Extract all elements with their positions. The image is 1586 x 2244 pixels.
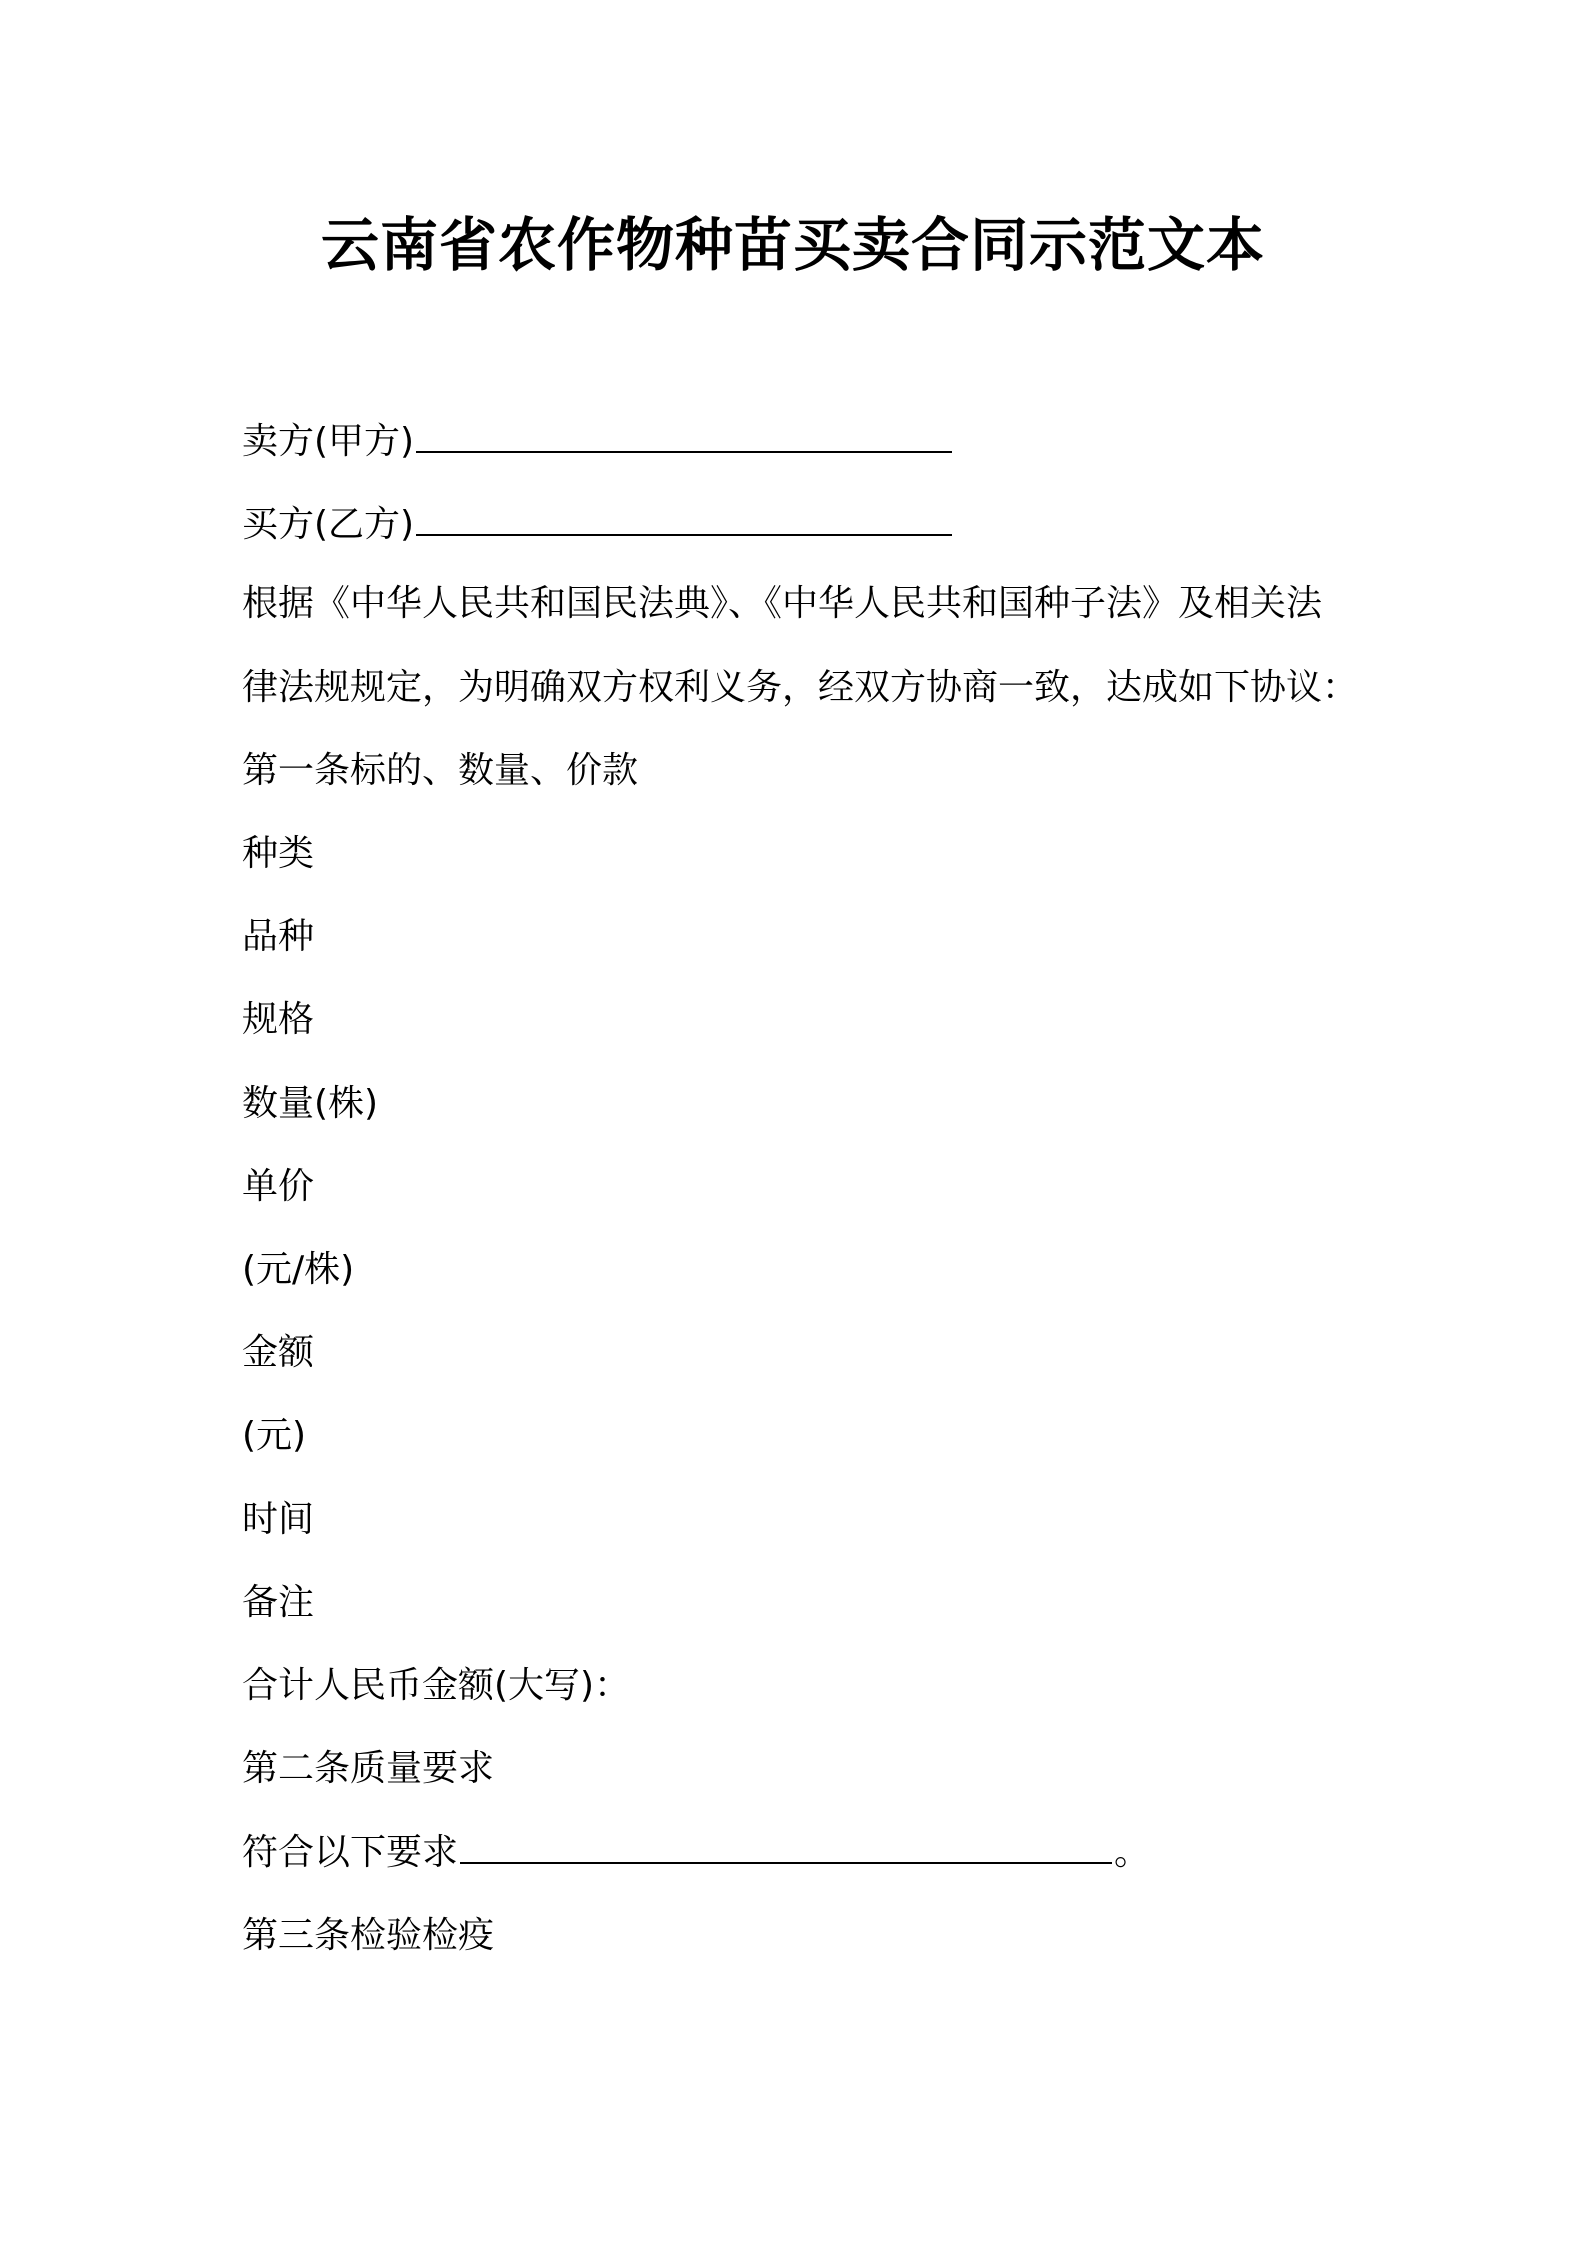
total-amount-label: 合计人民币金额(大写)：: [242, 1665, 631, 1706]
buyer-label: 买方(乙方): [242, 504, 415, 545]
quality-blank: [460, 1828, 1112, 1864]
quality-line: [242, 1828, 1150, 1877]
field-time: 时间: [242, 1499, 315, 1540]
field-unit-price: 单价: [242, 1166, 315, 1207]
document-title: 云南省农作物种苗买卖合同示范文本: [320, 211, 1265, 279]
field-unit-price-unit: (元/株): [242, 1249, 355, 1290]
preamble-line-1: 根据《中华人民共和国民法典》、《中华人民共和国种子法》及相关法: [242, 583, 1323, 624]
seller-label: 卖方(甲方): [242, 421, 415, 462]
article3-heading: 第三条检验检疫: [242, 1915, 495, 1956]
article1-heading: 第一条标的、数量、价款: [242, 750, 639, 791]
field-specification: 规格: [242, 999, 315, 1040]
buyer-blank: [416, 500, 952, 536]
preamble-line-2: 律法规规定，为明确双方权利义务，经双方协商一致，达成如下协议：: [242, 667, 1359, 708]
quality-period: 。: [1114, 1832, 1151, 1873]
field-remarks: 备注: [242, 1582, 315, 1623]
seller-blank: [416, 417, 952, 453]
buyer-line: [242, 500, 952, 549]
field-variety: 品种: [242, 916, 315, 957]
field-amount-unit: (元): [242, 1415, 307, 1456]
field-amount: 金额: [242, 1332, 315, 1373]
seller-line: [242, 417, 952, 466]
article2-heading: 第二条质量要求: [242, 1748, 495, 1789]
field-category: 种类: [242, 833, 315, 874]
field-quantity: 数量(株): [242, 1083, 379, 1124]
quality-label: 符合以下要求: [242, 1832, 459, 1873]
